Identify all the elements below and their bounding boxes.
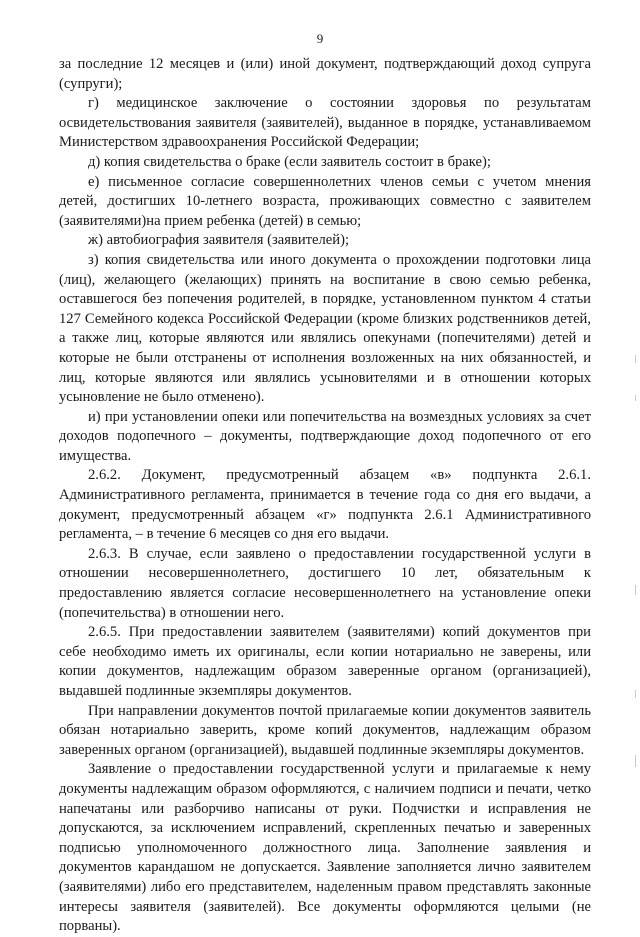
scan-mark xyxy=(635,690,636,698)
paragraph-item-g: г) медицинское заключение о состоянии здоровья по результатам освидетельствования заявителя (заявителей), выданное в порядке, устанавливаемом Министерством здравоохранения Российской Федерации; xyxy=(59,95,591,151)
scan-mark xyxy=(635,355,636,363)
page-number: 9 xyxy=(316,31,324,46)
scan-mark xyxy=(635,585,636,595)
paragraph-mail-copies: При направлении документов почтой прилагаемые копии документов заявитель обязан нотариально заверить, кроме копий документов, надлежащим образом заверенных органом (организацией), выдавшей подлинные экземпляры документов. xyxy=(59,702,591,758)
scan-mark xyxy=(635,755,636,767)
paragraph-2-6-2: 2.6.2. Документ, предусмотренный абзацем «в» подпункта 2.6.1. Административного регламента, принимается в течение года со дня его выдачи, а документ, предусмотренный абзацем «г» подпункта 2.6.1 Административного регламента, – в течение 6 месяцев со дня его выдачи. xyxy=(59,467,591,543)
paragraph-item-z: з) копия свидетельства или иного документа о прохождении подготовки лица (лиц), желающего (желающих) принять на воспитание в свою семью ребенка, оставшегося без попечения родителей, в порядке, установленном пунктом 4 статьи 127 Семейного кодекса Российской Федерации (кроме близких родственников детей, а также лиц, которые являются или являлись опекунами (попечителями) детей и которые не были отстранены от исполнения возложенных на них обязанностей, и лиц, которые являются или являлись усыновителями и в отношении которых усыновление не было отменено). xyxy=(59,251,591,406)
scan-edge-marks xyxy=(610,0,640,899)
paragraph-item-zh: ж) автобиография заявителя (заявителей); xyxy=(88,232,350,249)
paragraph-continuation: за последние 12 месяцев и (или) иной документ, подтверждающий доход супруга (супруги); xyxy=(59,56,591,92)
paragraph-item-e: е) письменное согласие совершеннолетних членов семьи с учетом мнения детей, достигших 10-летнего возраста, проживающих совместно с заявителем (заявителями)на прием ребенка (детей) в семью; xyxy=(59,173,591,229)
paragraph-item-i: и) при установлении опеки или попечительства на возмездных условиях за счет доходов подопечного – документы, подтверждающие доход подопечного от его имущества. xyxy=(59,408,591,464)
paragraph-2-6-5: 2.6.5. При предоставлении заявителем (заявителями) копий документов при себе необходимо иметь их оригиналы, если копии нотариально не заверены, или копии документов, надлежащим образом заверенные органом (организацией), выдавшей подлинные экземпляры документов. xyxy=(59,624,591,699)
paragraph-item-d: д) копия свидетельства о браке (если заявитель состоит в браке); xyxy=(88,153,491,170)
document-body xyxy=(59,55,591,937)
paragraph-2-6-3: 2.6.3. В случае, если заявлено о предоставлении государственной услуги в отношении несовершеннолетнего, достигшего 10 лет, обязательным к предоставлению является согласие несовершеннолетнего на установление опеки (попечительства) в отношении него. xyxy=(59,545,591,621)
paragraph-application-requirements: Заявление о предоставлении государственной услуги и прилагаемые к нему документы надлежащим образом оформляются, с наличием подписи и печати, четко напечатаны или разборчиво написаны от руки. Подчистки и исправления не допускаются, за исключением исправлений, скрепленных печатью и заверенных подписью уполномоченного должностного лица. Заполнение заявления и документов карандашом не допускается. Заявление заполняется лично заявителем (заявителями) либо его представителем, наделенным правом представлять законные интересы заявителя (заявителей). Все документы оформляются целыми (не порваны). xyxy=(59,761,591,935)
scan-mark xyxy=(635,395,636,401)
